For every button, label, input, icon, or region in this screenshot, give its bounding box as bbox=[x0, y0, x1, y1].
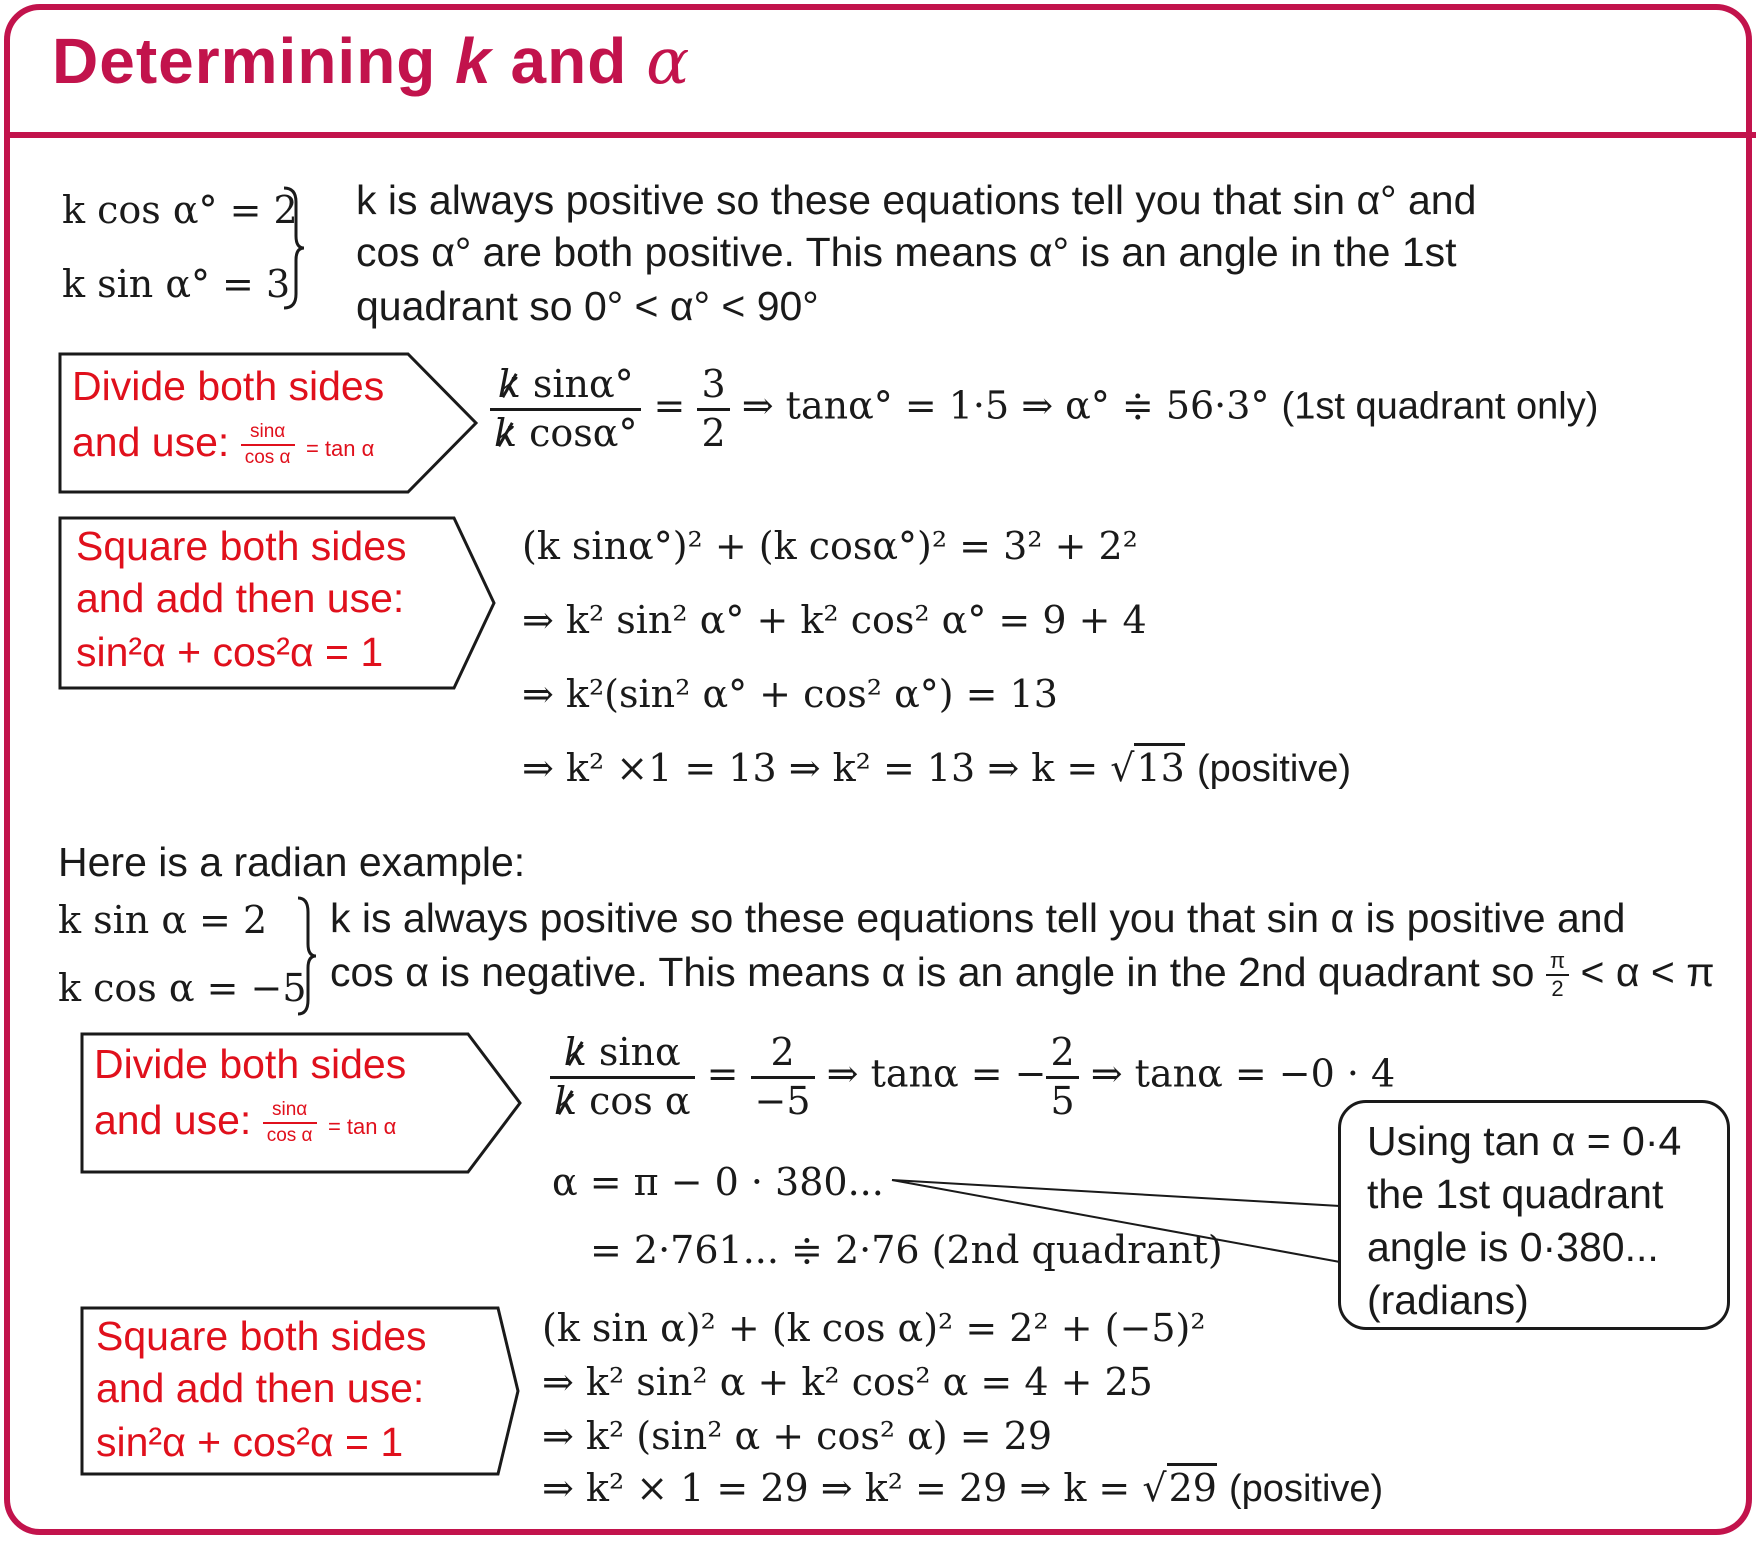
square-step-1: (k sin α)² + (k cos α)² = 2² + (−5)² bbox=[542, 1306, 1206, 1350]
alpha-line-2: = 2·761... ≑ 2·76 (2nd quadrant) bbox=[590, 1228, 1223, 1272]
equation-k-cos: k cos α° = 2 bbox=[62, 188, 298, 232]
callout-line-1: Square both sides bbox=[76, 523, 407, 569]
radian-heading: Here is a radian example: bbox=[58, 839, 526, 885]
square-step-4: ⇒ k² × 1 = 29 ⇒ k² = 29 ⇒ k = √29 (positive) bbox=[542, 1466, 1383, 1513]
square-step-3: ⇒ k² (sin² α + cos² α) = 29 bbox=[542, 1414, 1052, 1458]
callout-line-1: Divide both sides bbox=[94, 1041, 407, 1087]
equation-k-sin: k sin α° = 3 bbox=[62, 262, 291, 306]
square-step-2: ⇒ k² sin² α + k² cos² α = 4 + 25 bbox=[542, 1360, 1153, 1404]
callout-line-2: and use: $\frac{\sin\alpha}{\text{cos α}}$ = tan α bbox=[94, 1097, 397, 1147]
note-box bbox=[1338, 1100, 1730, 1330]
square-step-1: (k sinα°)² + (k cosα°)² = 3² + 2² bbox=[522, 524, 1138, 568]
callout-line-1: Square both sides bbox=[96, 1313, 427, 1359]
equation-k-sin: k sin α = 2 bbox=[58, 898, 268, 942]
intro-line-2: cos α° are both positive. This means α° is an angle in the 1st bbox=[356, 229, 1457, 275]
note-text: Using tan α = 0·4 the 1st quadrant angle is 0·380... (radians) bbox=[1367, 1118, 1682, 1323]
divide-equation: $\frac{\text{k sinα}}{\text{k cos α}}$ = $\frac{2}{-5}$ ⇒ tanα = − $\frac{2}{5}$ ⇒ tanα = −0 · 4 bbox=[550, 1030, 1395, 1124]
callout-line-2: and use: $\frac{\sin\alpha}{\text{cos α}}$ = tan α bbox=[72, 419, 375, 469]
intro-line-3: quadrant so 0° < α° < 90° bbox=[356, 283, 819, 329]
callout-line-1: Divide both sides bbox=[72, 363, 385, 409]
radian-intro-line-1: k is always positive so these equations tell you that sin α is positive and bbox=[330, 895, 1626, 941]
callout-line-2: and add then use: bbox=[76, 575, 405, 621]
square-step-4: ⇒ k² ×1 = 13 ⇒ k² = 13 ⇒ k = √13 (positive) bbox=[522, 746, 1351, 793]
square-step-2: ⇒ k² sin² α° + k² cos² α° = 9 + 4 bbox=[522, 598, 1147, 642]
callout-line-3: sin²α + cos²α = 1 bbox=[96, 1419, 404, 1465]
alpha-line-1: α = π − 0 · 380... bbox=[552, 1160, 884, 1204]
radian-intro-line-2: cos α is negative. This means α is an angle in the 2nd quadrant so $\frac{\pi}{2}$ < α < π bbox=[330, 948, 1715, 1002]
square-step-3: ⇒ k²(sin² α° + cos² α°) = 13 bbox=[522, 672, 1058, 716]
equation-k-cos: k cos α = −5 bbox=[58, 966, 307, 1010]
divide-equation: $\frac{\text{k sinα°}}{\text{k cosα°}}$ = $\frac{3}{2}$ ⇒ tanα° = 1·5 ⇒ α° ≑ 56·3° (1st quadrant only) bbox=[490, 362, 1598, 456]
page-title: Determining k and α bbox=[52, 25, 691, 99]
callout-line-3: sin²α + cos²α = 1 bbox=[76, 629, 384, 675]
square-callout bbox=[80, 1306, 520, 1476]
intro-line-1: k is always positive so these equations tell you that sin α° and bbox=[356, 177, 1477, 223]
callout-line-2: and add then use: bbox=[96, 1365, 425, 1411]
